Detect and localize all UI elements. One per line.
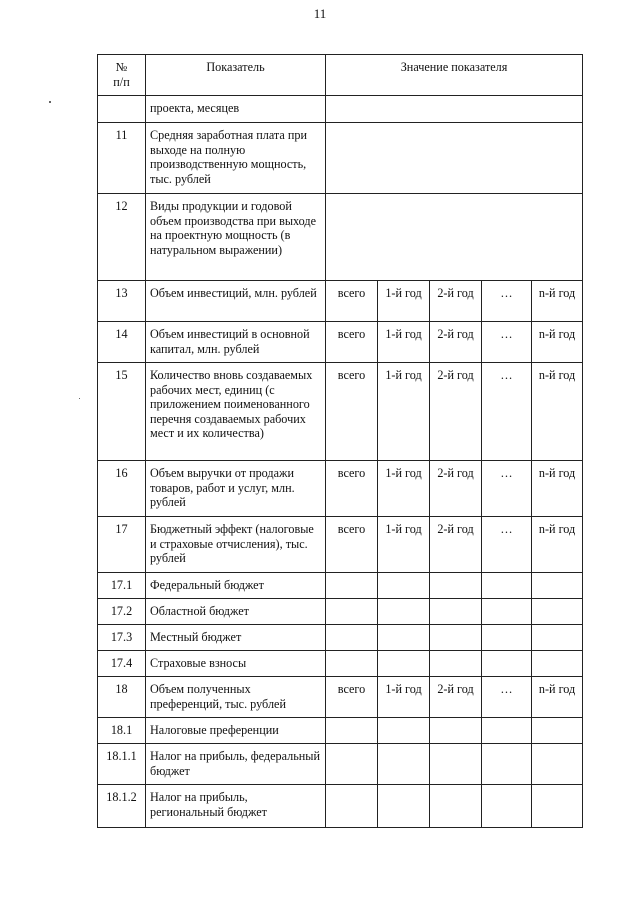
value-cell: … — [482, 517, 532, 573]
value-cell — [326, 599, 378, 625]
value-cell — [326, 785, 378, 828]
row-number: 16 — [98, 461, 146, 517]
value-cell — [482, 573, 532, 599]
value-cell — [326, 651, 378, 677]
header-indicator: Показатель — [146, 55, 326, 96]
row-indicator: Налог на прибыль, федеральный бюджет — [146, 744, 326, 785]
table-row — [98, 322, 583, 363]
value-cell: n-й год — [532, 281, 583, 322]
value-cell: n-й год — [532, 517, 583, 573]
value-cell — [532, 651, 583, 677]
header-num: № п/п — [98, 55, 146, 96]
value-cell — [378, 599, 430, 625]
row-indicator: проекта, месяцев — [146, 96, 326, 123]
row-number: 17 — [98, 517, 146, 573]
value-cell — [326, 625, 378, 651]
value-cell — [532, 785, 583, 828]
table-row — [98, 194, 583, 281]
table-row — [98, 785, 583, 828]
table-row — [98, 363, 583, 461]
row-number — [98, 96, 146, 123]
row-indicator: Федеральный бюджет — [146, 573, 326, 599]
value-cell — [326, 123, 583, 194]
value-cell — [430, 718, 482, 744]
value-cell — [430, 785, 482, 828]
value-cell: n-й год — [532, 461, 583, 517]
value-cell: 1-й год — [378, 322, 430, 363]
value-cell: 2-й год — [430, 677, 482, 718]
row-number: 14 — [98, 322, 146, 363]
table-row — [98, 651, 583, 677]
table-row — [98, 96, 583, 123]
row-indicator: Налог на прибыль, региональный бюджет — [146, 785, 326, 828]
value-cell — [482, 625, 532, 651]
value-cell: … — [482, 677, 532, 718]
table-row — [98, 123, 583, 194]
value-cell — [326, 718, 378, 744]
value-cell: … — [482, 363, 532, 461]
value-cell — [532, 718, 583, 744]
value-cell: всего — [326, 322, 378, 363]
row-indicator: Количество вновь создаваемых рабочих мест, единиц (с приложением поименованного перечня создаваемых рабочих мест и их количества) — [146, 363, 326, 461]
value-cell: 2-й год — [430, 322, 482, 363]
table-row — [98, 573, 583, 599]
value-cell — [378, 718, 430, 744]
value-cell: 2-й год — [430, 517, 482, 573]
value-cell: 1-й год — [378, 281, 430, 322]
margin-mark — [79, 398, 80, 399]
value-cell: всего — [326, 461, 378, 517]
row-number: 18.1.2 — [98, 785, 146, 828]
value-cell — [430, 651, 482, 677]
value-cell — [482, 651, 532, 677]
value-cell — [532, 744, 583, 785]
table-row — [98, 744, 583, 785]
value-cell: 1-й год — [378, 461, 430, 517]
value-cell — [482, 744, 532, 785]
value-cell — [326, 194, 583, 281]
row-number: 17.2 — [98, 599, 146, 625]
table-row — [98, 677, 583, 718]
page-number: 11 — [313, 6, 327, 21]
value-cell — [326, 573, 378, 599]
value-cell — [326, 744, 378, 785]
row-indicator: Бюджетный эффект (налоговые и страховые отчисления), тыс. рублей — [146, 517, 326, 573]
value-cell: всего — [326, 517, 378, 573]
row-number: 17.1 — [98, 573, 146, 599]
value-cell: 1-й год — [378, 363, 430, 461]
value-cell: 2-й год — [430, 281, 482, 322]
row-number: 13 — [98, 281, 146, 322]
row-number: 18 — [98, 677, 146, 718]
value-cell: 1-й год — [378, 517, 430, 573]
value-cell — [378, 651, 430, 677]
value-cell — [482, 599, 532, 625]
row-indicator: Областной бюджет — [146, 599, 326, 625]
value-cell — [326, 96, 583, 123]
row-indicator: Объем полученных преференций, тыс. рублей — [146, 677, 326, 718]
value-cell — [378, 785, 430, 828]
value-cell: … — [482, 281, 532, 322]
header-value: Значение показателя — [326, 55, 583, 96]
margin-mark — [49, 101, 51, 103]
value-cell: всего — [326, 281, 378, 322]
row-indicator: Объем инвестиций в основной капитал, млн. рублей — [146, 322, 326, 363]
row-indicator: Объем выручки от продажи товаров, работ и услуг, млн. рублей — [146, 461, 326, 517]
value-cell: всего — [326, 363, 378, 461]
indicators-table — [97, 54, 583, 828]
value-cell: n-й год — [532, 322, 583, 363]
value-cell: n-й год — [532, 363, 583, 461]
value-cell — [430, 573, 482, 599]
value-cell — [378, 744, 430, 785]
value-cell — [430, 625, 482, 651]
value-cell — [430, 599, 482, 625]
row-indicator: Виды продукции и годовой объем производства при выходе на проектную мощность (в натуральном выражении) — [146, 194, 326, 281]
row-number: 12 — [98, 194, 146, 281]
value-cell: … — [482, 322, 532, 363]
value-cell — [378, 573, 430, 599]
table-row — [98, 625, 583, 651]
row-indicator: Налоговые преференции — [146, 718, 326, 744]
value-cell — [430, 744, 482, 785]
value-cell: n-й год — [532, 677, 583, 718]
value-cell — [378, 625, 430, 651]
row-indicator: Средняя заработная плата при выходе на полную производственную мощность, тыс. рублей — [146, 123, 326, 194]
table-row — [98, 281, 583, 322]
value-cell — [532, 625, 583, 651]
table-row — [98, 517, 583, 573]
table-row — [98, 718, 583, 744]
row-number: 17.3 — [98, 625, 146, 651]
table-row — [98, 599, 583, 625]
row-number: 11 — [98, 123, 146, 194]
table-row — [98, 461, 583, 517]
value-cell — [482, 785, 532, 828]
row-indicator: Местный бюджет — [146, 625, 326, 651]
value-cell — [482, 718, 532, 744]
row-number: 15 — [98, 363, 146, 461]
value-cell — [532, 599, 583, 625]
value-cell — [532, 573, 583, 599]
value-cell: всего — [326, 677, 378, 718]
row-number: 17.4 — [98, 651, 146, 677]
value-cell: 2-й год — [430, 363, 482, 461]
table-header-row — [98, 55, 583, 96]
row-number: 18.1 — [98, 718, 146, 744]
row-indicator: Объем инвестиций, млн. рублей — [146, 281, 326, 322]
row-number: 18.1.1 — [98, 744, 146, 785]
value-cell: 1-й год — [378, 677, 430, 718]
value-cell: 2-й год — [430, 461, 482, 517]
row-indicator: Страховые взносы — [146, 651, 326, 677]
value-cell: … — [482, 461, 532, 517]
